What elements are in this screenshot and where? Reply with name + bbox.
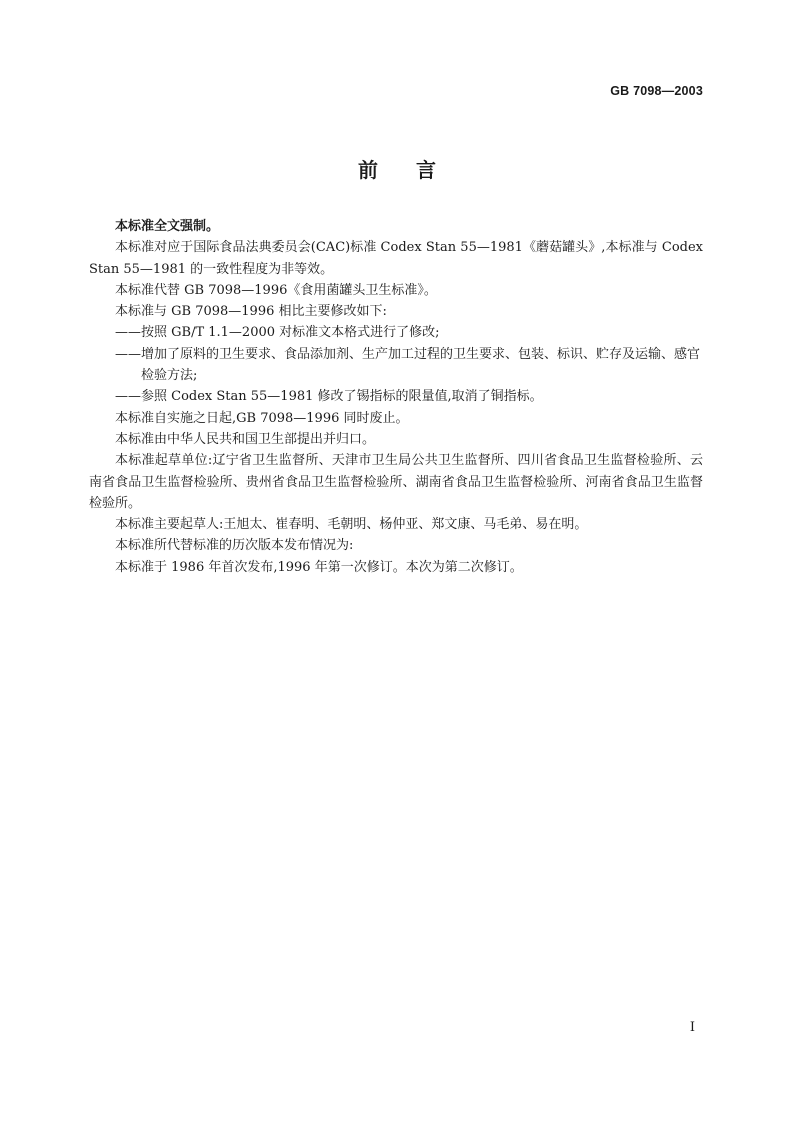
paragraph-drafting-units: 本标准起草单位:辽宁省卫生监督所、天津市卫生局公共卫生监督所、四川省食品卫生监督检验所、云南省食品卫生监督检验所、贵州省食品卫生监督检验所、湖南省食品卫生监督检验所、河南省食品卫生监督检验所。	[89, 453, 703, 511]
foreword-body	[89, 216, 703, 578]
paragraph-abolish: 本标准自实施之日起,GB 7098—1996 同时废止。	[115, 410, 409, 426]
change-item-format: ——按照 GB/T 1.1—2000 对标准文本格式进行了修改;	[115, 325, 440, 341]
page-title: 前言	[358, 158, 474, 182]
paragraph-mandatory: 本标准全文强制。	[115, 219, 220, 234]
paragraph-replaces: 本标准代替 GB 7098—1996《食用菌罐头卫生标准》。	[115, 282, 437, 298]
paragraph-history: 本标准于 1986 年首次发布,1996 年第一次修订。本次为第二次修订。	[115, 559, 523, 575]
change-item-requirements-line1: ——增加了原料的卫生要求、食品添加剂、生产加工过程的卫生要求、包装、标识、贮存及运输、感官	[115, 346, 701, 362]
standard-code: GB 7098—2003	[610, 84, 703, 98]
change-item-requirements	[89, 344, 703, 365]
change-item-requirements-cont	[89, 365, 703, 386]
paragraph-changes-intro: 本标准与 GB 7098—1996 相比主要修改如下:	[115, 304, 387, 320]
page-number: I	[689, 1020, 695, 1035]
paragraph-history-intro: 本标准所代替标准的历次版本发布情况为:	[115, 538, 354, 554]
change-item-requirements-line2: 检验方法;	[141, 368, 198, 384]
paragraph-drafters: 本标准主要起草人:王旭太、崔春明、毛朝明、杨仲亚、郑文康、马毛弟、易在明。	[115, 517, 588, 533]
paragraph-correspondence: 本标准对应于国际食品法典委员会(CAC)标准 Codex Stan 55—1981《蘑菇罐头》,本标准与 Codex Stan 55—1981 的一致性程度为非等效。	[89, 240, 703, 277]
change-item-tin-limit: ——参照 Codex Stan 55—1981 修改了锡指标的限量值,取消了铜指标。	[115, 389, 543, 405]
paragraph-proposer: 本标准由中华人民共和国卫生部提出并归口。	[115, 431, 376, 447]
